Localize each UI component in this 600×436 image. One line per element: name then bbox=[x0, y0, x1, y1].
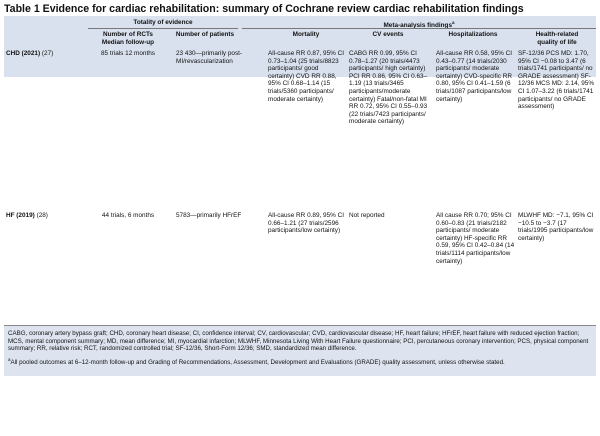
header-underline-totality bbox=[88, 28, 238, 29]
row-mortality: All-cause RR 0.87, 95% CI 0.73–1.04 (25 trials/8823 participants/ good certainty) CVD RR 0.88, 95% CI 0.68–1.14 (15 trials/5360 participants/ moderate certainty) bbox=[268, 50, 345, 103]
table-title: Table 1 Evidence for cardiac rehabilitation: summary of Cochrane review cardiac rehabilitation findings bbox=[4, 3, 524, 15]
header-group-meta-label: Meta-analysis findings bbox=[383, 22, 453, 30]
header-col-rcts-line1: Number of RCTs bbox=[103, 31, 153, 38]
row-label bbox=[6, 50, 86, 58]
header-col-cv: CV events bbox=[372, 31, 404, 38]
header-col-hrqol-line2: quality of life bbox=[537, 38, 577, 46]
row-ref: (28) bbox=[36, 212, 48, 219]
row-rcts: 44 trials, 6 months bbox=[101, 212, 155, 219]
row-label-text: CHD (2021) bbox=[6, 50, 41, 57]
row-hrqol: SF-12/36 PCS MD: 1.70, 95% CI −0.08 to 3.47 (6 trials/1741 participants/ no GRADE assessment) SF-12/36 MCS MD: 2.14, 95% CI 1.07–3.22 (6 trials/1741 participants/ no GRADE assessment) bbox=[518, 50, 595, 111]
header-col-hrqol-line1: Health-related bbox=[535, 31, 579, 38]
row-ref: (27) bbox=[41, 50, 54, 57]
footnote-a-sup: a bbox=[8, 356, 11, 362]
table-row bbox=[4, 48, 596, 212]
header-group-totality: Totality of evidence bbox=[133, 19, 193, 26]
header-col-patients: Number of patients bbox=[175, 31, 235, 38]
row-hosp: All-cause RR 0.58, 95% CI 0.43–0.77 (14 trials/2030 participants/ moderate certainty) CVD-specific RR 0.80, 95% CI 0.41–1.59 (6 trials/1087 participants/low certainty) bbox=[436, 50, 513, 103]
header-col-hosp: Hospitalizations bbox=[448, 31, 498, 38]
row-hosp: All cause RR 0.70; 95% CI 0.60–0.83 (21 trials/2182 participants/ moderate certainty) HF-specific RR 0.59, 95% CI 0.42–0.84 (14 trials/1114 participants/low certainty) bbox=[436, 212, 515, 265]
row-hrqol: MLWHF MD: −7.1, 95% CI −10.5 to −3.7 (17 trials/1995 participants/low certainty) bbox=[518, 212, 594, 242]
header-underline-meta bbox=[242, 28, 596, 29]
evidence-table bbox=[4, 16, 596, 366]
header-col-rcts bbox=[88, 31, 168, 46]
row-patients: 23 430—primarily post-MI/revascularization bbox=[176, 50, 243, 65]
header-col-mortality: Mortality bbox=[292, 31, 320, 38]
row-patients: 5783—primarily HFrEF bbox=[176, 212, 242, 219]
footnote-a bbox=[4, 353, 596, 367]
row-label-text: HF (2019) bbox=[6, 212, 35, 219]
row-rcts: 85 trials 12 months bbox=[101, 50, 155, 57]
header-col-rcts-line2: Median follow-up bbox=[101, 38, 155, 46]
row-mortality: All-cause RR 0.89, 95% CI 0.66–1.21 (27 trials/2596 participants/low certainty) bbox=[268, 212, 345, 235]
table-row bbox=[4, 210, 596, 330]
row-cv: Not reported bbox=[349, 212, 385, 219]
footnote-abbreviations: CABG, coronary artery bypass graft; CHD, coronary heart disease; CI, confidence interval; CV, cardiovascular; CVD, cardiovascular disease; HF, heart failure; HFrEF, heart failure with reduced ejection fraction; MCS, mental component summary; MD, mean difference; MI, myocardial infarction; MLWHF, Minnesota Living With Heart Failure questionnaire; PCI, percutaneous coronary intervention; PCS, physical component summary; RR, relative risk; RCT, randomized controlled trial; SF-12/36, Short-Form 12/36; SMD, standardized mean difference. bbox=[8, 330, 589, 353]
row-cv: CABG RR 0.99, 95% CI 0.78–1.27 (20 trials/4473 participants/ high certainty) PCI RR 0.86, 95% CI 0.63–1.19 (13 trials/3465 participants/moderate certainty) Fatal/non-fatal MI RR 0.72, 95% CI 0.55–0.93 (22 trials/7423 participants/ moderate certainty) bbox=[349, 50, 428, 126]
header-group-meta-sup: a bbox=[452, 20, 455, 25]
footnote-a-text: All pooled outcomes at 6–12-month follow-up and Grading of Recommendations, Assessment, Development and Evaluations (GRADE) quality assessment, unless otherwise stated. bbox=[10, 358, 505, 366]
table-footnotes bbox=[4, 326, 596, 376]
header-col-hrqol bbox=[518, 31, 596, 46]
row-label bbox=[6, 212, 86, 220]
